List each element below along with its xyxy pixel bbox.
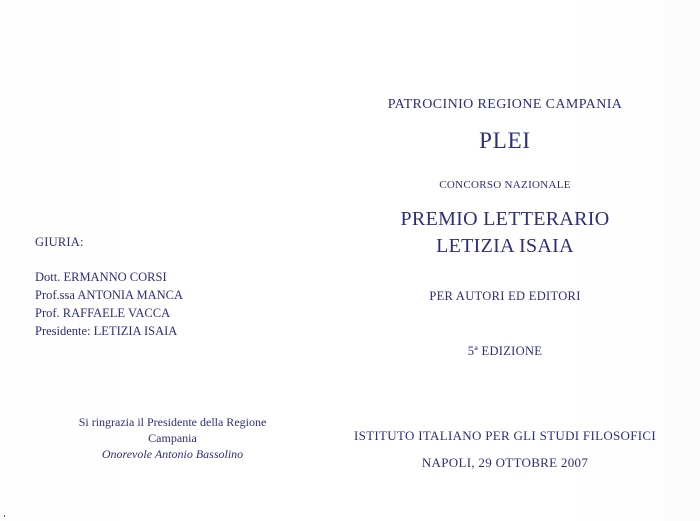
- patronage-line: PATROCINIO REGIONE CAMPANIA: [387, 97, 623, 112]
- prize-title: [360, 206, 650, 260]
- scan-artifact: [4, 515, 5, 517]
- acknowledgement: [55, 414, 290, 462]
- edition-label: 5ª EDIZIONE: [467, 344, 543, 358]
- jury-title: GIURIA:: [35, 235, 84, 249]
- institute-name: ISTITUTO ITALIANO PER GLI STUDI FILOSOFICI: [354, 428, 656, 443]
- jury-president: Presidente: LETIZIA ISAIA: [35, 324, 178, 338]
- prize-title-line-2: LETIZIA ISAIA: [436, 235, 574, 257]
- jury-member: Prof. RAFFAELE VACCA: [35, 306, 171, 320]
- title-column: [354, 0, 656, 521]
- jury-member: Dott. ERMANNO CORSI: [35, 270, 167, 284]
- place-and-date: NAPOLI, 29 OTTOBRE 2007: [421, 455, 589, 470]
- acknowledgement-text: Si ringrazia il Presidente della Regione Campania: [78, 415, 267, 445]
- contest-subtitle: CONCORSO NAZIONALE: [439, 179, 571, 191]
- organization-title: PLEI: [479, 128, 531, 153]
- jury-section: [35, 233, 183, 340]
- prize-title-line-1: PREMIO LETTERARIO: [400, 208, 610, 230]
- jury-member: Prof.ssa ANTONIA MANCA: [35, 288, 184, 302]
- target-audience: PER AUTORI ED EDITORI: [429, 289, 581, 303]
- acknowledgement-name: Onorevole Antonio Bassolino: [101, 447, 244, 461]
